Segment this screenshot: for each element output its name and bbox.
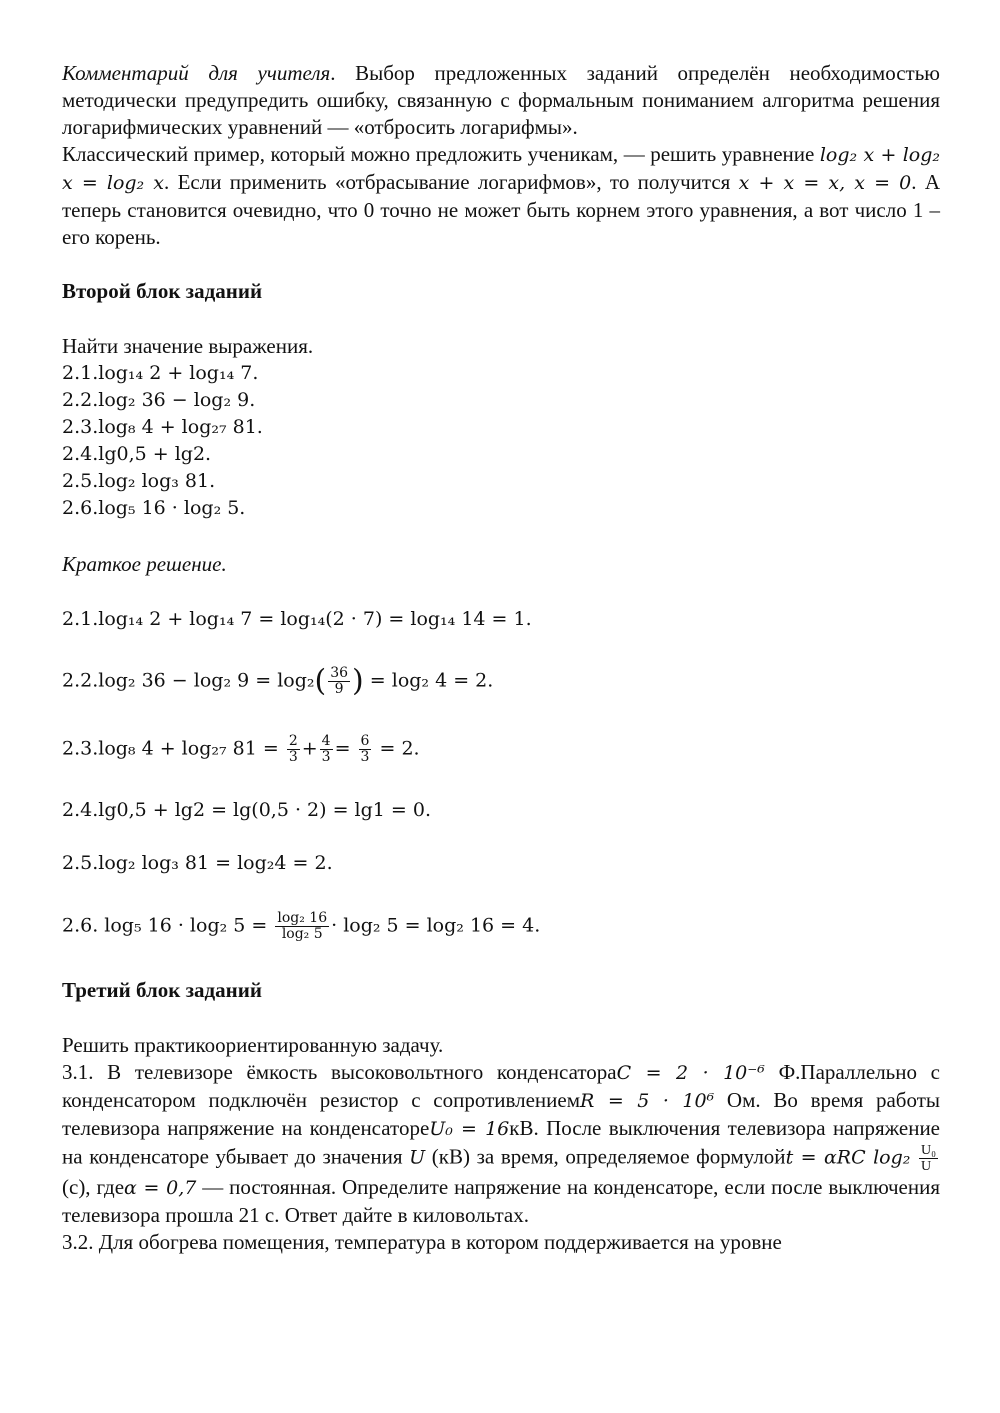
task-3-2: 3.2. Для обогрева помещения, температура в котором поддерживается на уровне xyxy=(62,1230,782,1254)
solution-2-2-prefix: 2.2.log₂ 36 − log₂ 9 = log₂ xyxy=(62,669,315,692)
solution-2-3-suffix: = 2. xyxy=(373,737,420,760)
fraction-2-3-a: $\frac{2}{3}$ xyxy=(288,733,298,765)
alpha-value: α = 0,7 xyxy=(124,1177,197,1199)
solution-2-6 xyxy=(62,911,940,942)
solution-2-1: 2.1.log₁₄ 2 + log₁₄ 7 = log₁₄(2 · 7) = log₁₄ 14 = 1. xyxy=(62,608,532,630)
block2-intro: Найти значение выражения. xyxy=(62,334,314,358)
solution-2-3-prefix: 2.3.log₈ 4 + log₂₇ 81 = xyxy=(62,737,285,760)
initial-voltage: U₀ = 16 xyxy=(429,1118,510,1140)
task-2-3: 2.3.log₈ 4 + log₂₇ 81. xyxy=(62,416,263,438)
solution-2-2-fraction: $\frac{36}{9}$ xyxy=(330,665,349,697)
comment-label: Комментарий для учителя xyxy=(62,61,331,85)
comment-text-2b: . Если применить «отбрасывание логарифмов», то получится xyxy=(164,170,739,194)
solution-2-2: 2.2.log₂ 36 − log₂ 9 = log₂( $\frac{36}{9}$ ) = log₂ 4 = 2. xyxy=(62,663,494,699)
block3-heading: Третий блок заданий xyxy=(62,978,262,1002)
solution-2-2-suffix: = log₂ 4 = 2. xyxy=(363,669,494,692)
comment-text-2a: Классический пример, который можно предложить ученикам, — решить уравнение xyxy=(62,142,820,166)
time-formula: t = αRC log₂ xyxy=(785,1146,911,1169)
voltage-symbol: U xyxy=(409,1146,426,1169)
solution-2-4: 2.4.lg0,5 + lg2 = lg(0,5 · 2) = lg1 = 0. xyxy=(62,799,431,821)
solution-2-5: 2.5.log₂ log₃ 81 = log₂4 = 2. xyxy=(62,852,333,874)
comment-text-1: . Выбор предложенных заданий определён необходимостью методически предупредить ошибку, связанную с формальным пониманием алгоритма решения логарифмических уравнений — «отбросить логарифмы». xyxy=(62,61,940,139)
fraction-2-6: $\frac{\text{log₂ 16}}{\text{log₂ 5}}$ xyxy=(277,910,328,942)
task-2-6: 2.6.log₅ 16 · log₂ 5. xyxy=(62,497,246,519)
formula-fraction: $\frac{\text{U₀}}{U}$ xyxy=(921,1143,937,1174)
fraction-2-3-c: $\frac{6}{3}$ xyxy=(360,733,370,765)
teacher-comment xyxy=(62,60,940,251)
block2-tasks xyxy=(62,333,940,522)
solution-2-3: 2.3.log₈ 4 + log₂₇ 81 = $\frac{2}{3}$ + $\frac{4}{3}$ = $\frac{6}{3}$ = 2. xyxy=(62,733,420,765)
resistance: R = 5 · 10⁶ xyxy=(580,1090,715,1112)
task-3-1: 3.1. В телевизоре ёмкость высоковольтного конденсатораC = 2 · 10⁻⁶ Ф.Параллельно с конденсатором подключён резистор с сопротивлениемR = 5 · 10⁶ Ом. Во время работы телевизора напряжение на конденсатореU₀ = 16кВ. После выключения телевизора напряжение на конденсаторе убывает до значения U (кВ) за время, определяемое формулойt = αRC log₂ $\frac{\text{U₀}}{U}$ (с), гдеα = 0,7 — постоянная. Определите напряжение на конденсаторе, если после выключения телевизора прошла 21 с. Ответ дайте в киловольтах. xyxy=(62,1060,940,1227)
solution-2-6-suffix: · log₂ 5 = log₂ 16 = 4. xyxy=(331,914,541,937)
equation-1: log₂ x + log₂ x = log₂ x xyxy=(62,144,941,194)
block3-intro: Решить практикоориентированную задачу. xyxy=(62,1033,444,1057)
block2-heading: Второй блок заданий xyxy=(62,279,263,303)
comment-text-2c: . А теперь становится очевидно, что 0 точно не может быть корнем этого уравнения, а вот число 1 – его корень. xyxy=(62,170,940,249)
task-2-5: 2.5.log₂ log₃ 81. xyxy=(62,470,216,492)
fraction-2-3-b: $\frac{4}{3}$ xyxy=(321,733,331,765)
equation-2: x + x = x, x = 0 xyxy=(738,172,912,194)
solution-2-6-prefix: 2.6. log₅ 16 · log₂ 5 = xyxy=(62,914,274,937)
task-2-1: 2.1.log₁₄ 2 + log₁₄ 7. xyxy=(62,362,259,384)
block3-tasks xyxy=(62,1032,940,1256)
task-2-2: 2.2.log₂ 36 − log₂ 9. xyxy=(62,389,256,411)
task-2-4: 2.4.lg0,5 + lg2. xyxy=(62,443,212,465)
solution-label: Краткое решение. xyxy=(62,552,227,576)
capacitance: C = 2 · 10⁻⁶ xyxy=(616,1062,765,1084)
